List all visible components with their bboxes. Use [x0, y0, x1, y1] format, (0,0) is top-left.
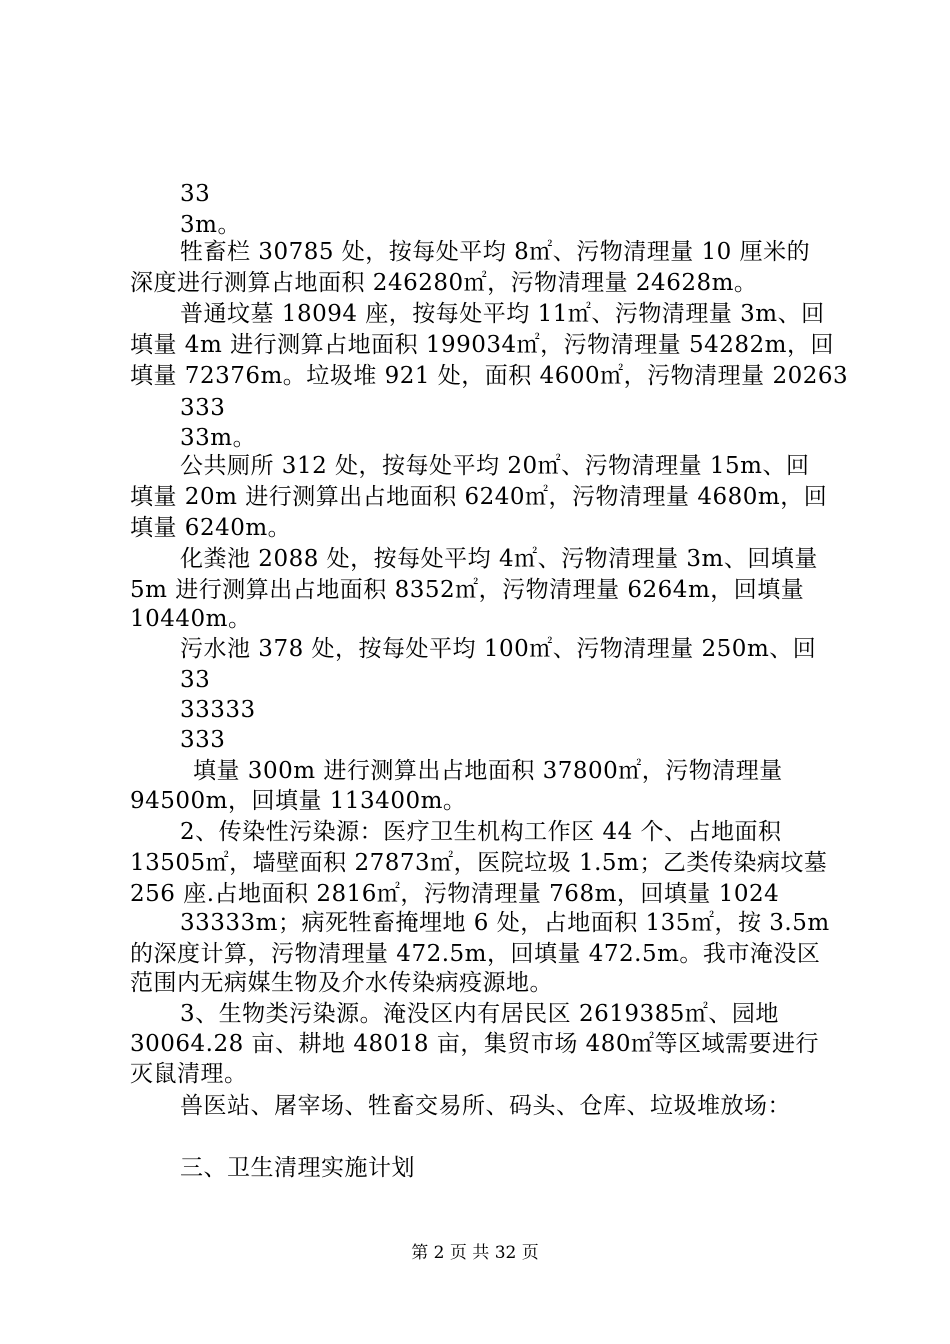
text-line: 兽医站、屠宰场、牲畜交易所、码头、仓库、垃圾堆放场： [180, 1093, 791, 1119]
text-line: 化粪池 2088 处，按每处平均 4㎡、污物清理量 3m、回填量 [180, 546, 818, 572]
text-line: 33333 [180, 697, 256, 723]
text-line: 33 [180, 667, 211, 693]
text-line: 普通坟墓 18094 座，按每处平均 11㎡、污物清理量 3m、回 [180, 301, 825, 327]
text-line: 333 [180, 727, 226, 753]
text-line: 填量 4m 进行测算占地面积 199034㎡，污物清理量 54282m，回 [130, 332, 834, 358]
text-line: 30064.28 亩、耕地 48018 亩，集贸市场 480㎡等区域需要进行 [130, 1031, 820, 1057]
text-line: 13505㎡，墙壁面积 27873㎡，医院垃圾 1.5m；乙类传染病坟墓 [130, 850, 828, 876]
text-line: 污水池 378 处，按每处平均 100㎡、污物清理量 250m、回 [180, 636, 817, 662]
text-line: 填量 6240m。 [130, 515, 292, 541]
text-line: 填量 72376m。垃圾堆 921 处，面积 4600㎡，污物清理量 20263 [130, 363, 849, 389]
text-line: 填量 20m 进行测算出占地面积 6240㎡，污物清理量 4680m，回 [130, 484, 828, 510]
text-line: 范围内无病媒生物及介水传染病疫源地。 [130, 970, 553, 996]
text-line: 的深度计算，污物清理量 472.5m，回填量 472.5m。我市淹没区 [130, 941, 821, 967]
text-line: 33 [180, 181, 211, 207]
text-line: 10440m。 [130, 606, 252, 632]
text-line: 333 [180, 395, 226, 421]
text-line: 3、生物类污染源。淹没区内有居民区 2619385㎡、园地 [180, 1001, 779, 1027]
text-line: 94500m，回填量 113400m。 [130, 788, 467, 814]
text-line: 33333m；病死牲畜掩埋地 6 处，占地面积 135㎡，按 3.5m [180, 910, 830, 936]
text-line: 公共厕所 312 处，按每处平均 20㎡、污物清理量 15m、回 [180, 453, 810, 479]
text-line: 灭鼠清理。 [130, 1061, 248, 1087]
text-line: 256 座.占地面积 2816㎡，污物清理量 768m，回填量 1024 [130, 881, 780, 907]
text-line: 2、传染性污染源：医疗卫生机构工作区 44 个、占地面积 [180, 819, 782, 845]
page-footer: 第 2 页 共 32 页 [411, 1243, 539, 1263]
section-heading: 三、卫生清理实施计划 [180, 1155, 415, 1181]
text-line: 牲畜栏 30785 处，按每处平均 8㎡、污物清理量 10 厘米的 [180, 239, 811, 265]
text-line: 深度进行测算占地面积 246280㎡，污物清理量 24628m。 [130, 270, 758, 296]
text-line: 3m。 [180, 212, 241, 238]
text-line: 5m 进行测算出占地面积 8352㎡，污物清理量 6264m，回填量 [130, 577, 805, 603]
text-line: 33m。 [180, 425, 257, 451]
text-line: 填量 300m 进行测算出占地面积 37800㎡，污物清理量 [193, 758, 783, 784]
